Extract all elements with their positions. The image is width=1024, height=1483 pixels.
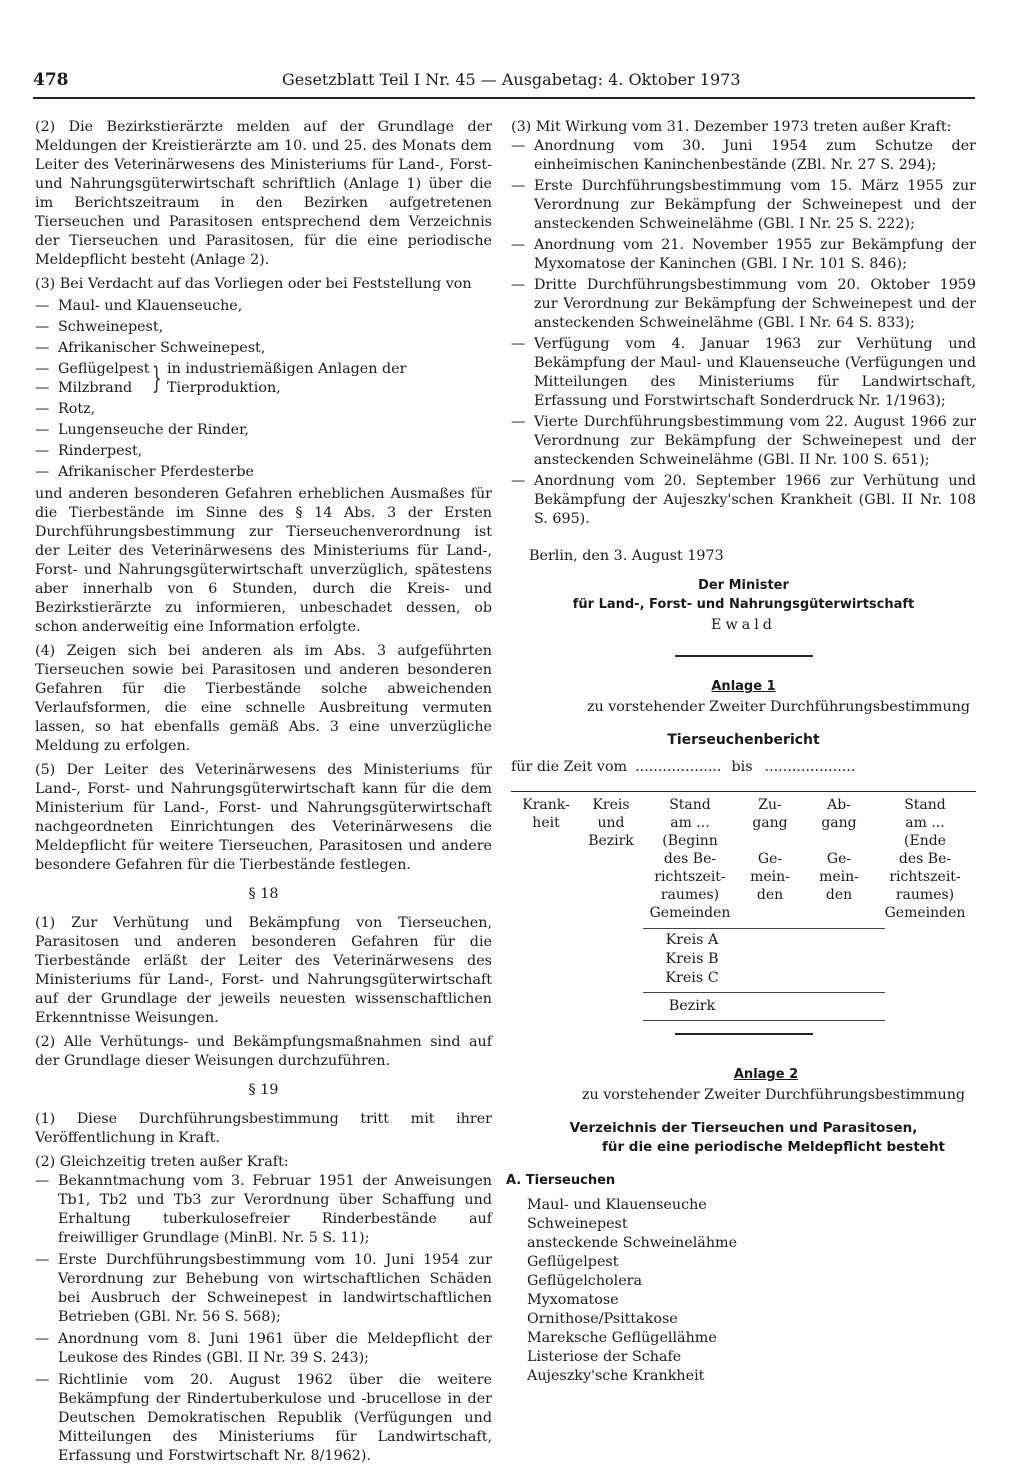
report-table [511,791,976,1021]
page-header-title: Gesetzblatt Teil I Nr. 45 — Ausgabetag: 4. Oktober 1973 [282,70,741,89]
list-item: Schweinepest [527,1216,628,1232]
disease-list [527,1196,976,1386]
list-item: — Dritte Durchführungsbestimmung vom 20. Oktober 1959 zur Verordnung zur Bekämpfung der Schweinepest und der ansteckenden Schweinelähme (GBl. I Nr. 64 S. 833); [511,277,976,331]
list-item: — Afrikanischer Pferdesterbe [35,464,254,480]
list-item: — Anordnung vom 21. November 1955 zur Bekämpfung der Myxomatose der Kaninchen (GBl. I Nr. 101 S. 846); [511,237,976,272]
table-header-row [511,792,976,922]
header-start: Stand am ... (Beginn des Be- richtszeit- raumes) Gemeinden [649,797,731,921]
paragraph-17-3-rest: und anderen besonderen Gefahren erheblichen Ausmaßes für die Tierbestände im Sinne des § 14 Abs. 3 der Ersten Durchführungsbestimmung zur Tierseuchenverordnung ist der Leiter des Veterinärwesens des Ministeriums für Land-, Forst- und Nahrungsgüterwirtschaft unverzüglich, spätestens aber innerhalb von 6 Stunden, durch die Kreis- und Bezirkstierärzte zu informieren, unbeschadet dessen, ob schon anderweitig eine Information erfolgte. [35,486,492,635]
list-item: — Erste Durchführungsbestimmung vom 15. März 1955 zur Verordnung zur Bekämpfung der Schweinepest und der ansteckenden Schweinelähme (GBl. I Nr. 25 S. 222); [511,178,976,232]
header-rule [33,97,975,99]
list-item: — Schweinepest, [35,319,164,335]
list-item: Ornithose/Psittakose [527,1311,678,1327]
paragraph-18-1: (1) Zur Verhütung und Bekämpfung von Tierseuchen, Parasitosen und anderen besonderen Gefahren für die Tierbestände erläßt der Leiter des Veterinärwesens des Ministeriums für Land-, Forst- und Nahrungsgüterwirtschaft auf der Grundlage der jeweils neuesten wissenschaftlichen Erkenntnisse Weisungen. [35,915,492,1026]
table-total-row: Bezirk [668,998,716,1014]
header-district: Kreis und Bezirk [588,797,634,849]
disease-list-17-3 [35,297,492,482]
anlage2-subtitle: zu vorstehender Zweiter Durchführungsbestimmung [581,1087,966,1103]
header-disease: Krank- heit [522,797,570,831]
paragraph-17-3-intro: (3) Bei Verdacht auf das Vorliegen oder bei Feststellung von [35,276,472,292]
section-a-title: A. Tierseuchen [506,1173,616,1188]
bracket-text-2: Tierproduktion, [167,380,281,396]
anlage1-subtitle: zu vorstehender Zweiter Durchführungsbestimmung [586,699,971,715]
list-item: — Bekanntmachung vom 3. Februar 1951 der Anweisungen Tb1, Tb2 und Tb3 zur Verordnung über Schaffung und Erhaltung tuberkulosefreier Rinderbestände auf freiwilliger Grundlage (MinBl. Nr. 5 S. 11); [35,1173,492,1246]
list-item: — Anordnung vom 30. Juni 1954 zum Schutze der einheimischen Kaninchenbestände (ZBl. Nr. 27 S. 294); [511,138,976,173]
paragraph-17-2: (2) Die Bezirkstierärzte melden auf der Grundlage der Meldungen der Kreistierärzte am 10. und 25. des Monats dem Leiter des Veterinärwesens des Ministeriums für Land-, Forst- und Nahrungsgüterwirtschaft schriftlich (Anlage 1) über die im Berichtszeitraum in den Bezirken aufgetretenen Tierseuchen und Parasitosen entsprechend dem Verzeichnis der Tierseuchen und Parasitosen, für die eine periodische Meldepflicht besteht (Anlage 2). [35,119,492,268]
paragraph-19-2: (2) Gleichzeitig treten außer Kraft: [35,1154,289,1170]
list-item: Geflügelcholera [527,1273,643,1289]
bracket-group [35,360,492,398]
list-item: — Afrikanischer Schweinepest, [35,340,266,356]
paragraph-19-3-intro: (3) Mit Wirkung vom 31. Dezember 1973 treten außer Kraft: [511,119,952,135]
list-item: — Rinderpest, [35,443,143,459]
period-line: für die Zeit vom ................... bis .................... [511,759,856,775]
list-item: Aujeszky'sche Krankheit [527,1368,705,1384]
list-item: — Verfügung vom 4. Januar 1963 zur Verhütung und Bekämpfung der Maul- und Klauenseuche (Verfügungen und Mitteilungen des Ministeriums für Landwirtschaft, Erfassung und Forstwirtschaft Sonderdruck Nr. 1/1963); [511,336,976,409]
list-item: — Rotz, [35,401,96,417]
repealed-list-19 [35,1172,492,1466]
table-row: Kreis C [665,970,719,986]
left-column [35,118,492,1466]
list-item: Maul- und Klauenseuche [527,1197,707,1213]
list-title-1: Verzeichnis der Tierseuchen und Parasitosen, [569,1120,918,1136]
table-row: Kreis A [665,932,719,948]
list-item: — Richtlinie vom 20. August 1962 über die weitere Bekämpfung der Rindertuberkulose und -brucellose in der Deutschen Demokratischen Republik (Verfügungen und Mitteilungen des Ministeriums für Landwirtschaft, Erfassung und Forstwirtschaft Nr. 8/1962). [35,1372,492,1464]
header-end: Stand am ... (Ende des Be- richtszeit- raumes) Gemeinden [884,797,966,921]
list-item: Geflügelpest [527,1254,619,1270]
date-line: Berlin, den 3. August 1973 [529,548,724,564]
list-item: — Maul- und Klauenseuche, [35,298,243,314]
list-item: — Erste Durchführungsbestimmung vom 10. Juni 1954 zur Verordnung zur Behebung von wirtschaftlichen Schäden bei Ausbruch der Schweinepest in landwirtschaftlichen Betrieben (GBl. Nr. 56 S. 568); [35,1252,492,1325]
list-item: Mareksche Geflügellähme [527,1330,717,1346]
bracket-text-1: in industriemäßigen Anlagen der [167,361,407,377]
header-decrease: Ab- gang Ge- mein- den [819,797,859,903]
anlage2-title: Anlage 2 [733,1067,799,1082]
table-body [643,929,741,988]
table-bottom-rule [643,1020,885,1021]
list-item: — Geflügelpest [35,361,150,377]
header-increase: Zu- gang Ge- mein- den [750,797,790,903]
paragraph-18-2: (2) Alle Verhütungs- und Bekämpfungsmaßnahmen sind auf der Grundlage dieser Weisungen durchzuführen. [35,1034,492,1069]
list-item: — Milzbrand [35,380,133,396]
list-item: — Anordnung vom 20. September 1966 zur Verhütung und Bekämpfung der Aujeszky'schen Krankheit (GBl. II Nr. 108 S. 695). [511,473,976,527]
list-item: — Vierte Durchführungsbestimmung vom 22. August 1966 zur Verordnung zur Bekämpfung der Schweinepest und der ansteckenden Schweinelähme (GBl. II Nr. 100 S. 651); [511,414,976,468]
report-title: Tierseuchenbericht [667,732,820,748]
signer-name: Ewald [711,617,776,633]
list-item: — Lungenseuche der Rinder, [35,422,249,438]
signer-title-2: für Land-, Forst- und Nahrungsgüterwirtschaft [572,597,915,612]
repealed-list-19-3 [511,137,976,529]
list-title-2: für die eine periodische Meldepflicht besteht [601,1139,946,1155]
list-item: Listeriose der Schafe [527,1349,682,1365]
table-row: Kreis B [665,951,719,967]
separator-rule-2 [675,1033,813,1035]
anlage1-title: Anlage 1 [711,679,776,694]
paragraph-19-1: (1) Diese Durchführungsbestimmung tritt mit ihrer Veröffentlichung in Kraft. [35,1111,492,1146]
brace-icon: } [152,361,162,396]
list-item: ansteckende Schweinelähme [527,1235,738,1251]
right-column [506,118,976,1386]
page-number: 478 [33,70,69,90]
signer-title-1: Der Minister [698,578,789,593]
paragraph-17-5: (5) Der Leiter des Veterinärwesens des Ministeriums für Land-, Forst- und Nahrungsgüterwirtschaft kann für die dem Ministerium für Land-, Forst- und Nahrungsgüterwirtschaft nachgeordneten Einrichtungen des Veterinärwesens die Meldepflicht für weitere Tierseuchen, Parasitosen und andere besondere Gefahren für die Tierbestände festlegen. [35,762,492,873]
separator-rule [675,655,813,657]
list-item: — Anordnung vom 8. Juni 1961 über die Meldepflicht der Leukose des Rindes (GBl. II Nr. 39 S. 243); [35,1331,492,1366]
list-item: Myxomatose [527,1292,619,1308]
section-18-title: § 18 [248,886,279,902]
section-19-title: § 19 [248,1082,279,1098]
paragraph-17-4: (4) Zeigen sich bei anderen als im Abs. 3 aufgeführten Tierseuchen sowie bei Parasitosen und anderen besonderen Gefahren für die Tierbestände solche abweichenden Verlaufsformen, die eine schnelle Ausbreitung vermuten lassen, so hat ebenfalls gemäß Abs. 3 eine unverzügliche Meldung zu erfolgen. [35,643,492,754]
